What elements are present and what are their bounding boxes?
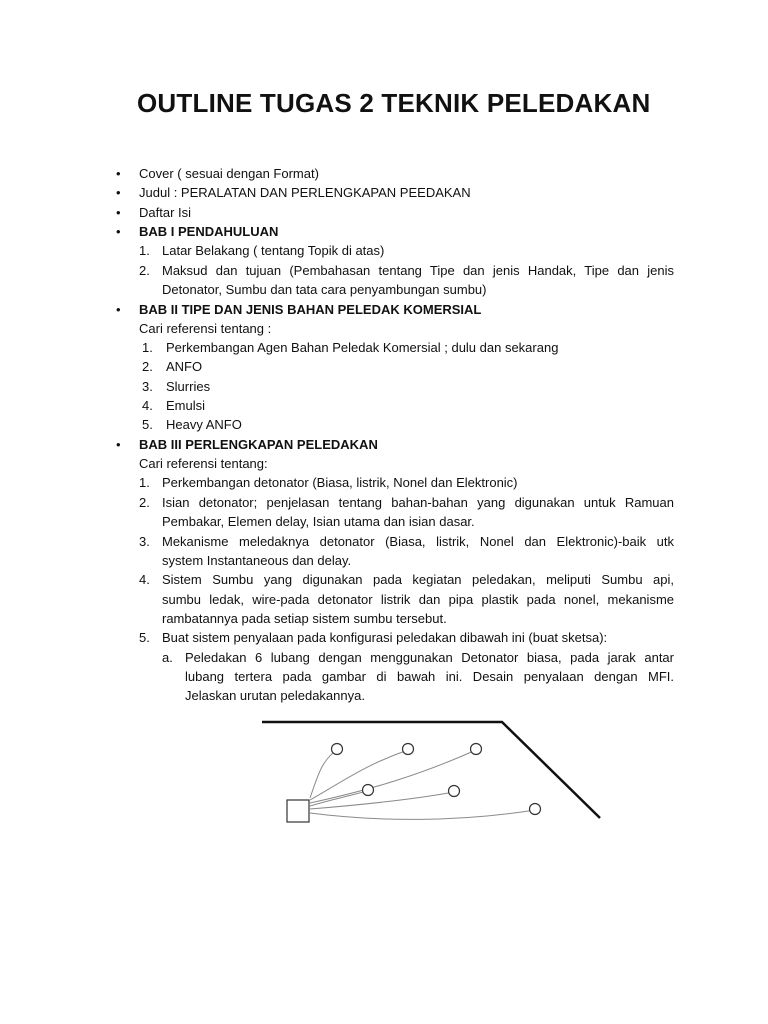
sub-item-line: Jelaskan urutan peledakannya. <box>185 688 365 703</box>
list-number: 2. <box>139 263 150 278</box>
list-item-latar-belakang: Latar Belakang ( tentang Topik di atas) <box>162 243 385 258</box>
section-heading-bab2: BAB II TIPE DAN JENIS BAHAN PELEDAK KOMERSIAL <box>139 302 482 317</box>
list-item: Slurries <box>166 379 211 394</box>
list-number: 1. <box>139 243 150 258</box>
list-item-line: rambatannya pada setiap sistem sumbu tersebut. <box>162 611 447 626</box>
bench-crest-line <box>262 722 600 818</box>
list-number: 2. <box>139 495 150 510</box>
list-number: 3. <box>139 534 150 549</box>
sub-item-line: lubang tertera pada gambar di bawah ini. Desain penyalaan dengan MFI. <box>185 669 674 684</box>
list-number: 1. <box>142 340 153 355</box>
list-item: Heavy ANFO <box>166 417 242 432</box>
list-item-line: sumbu ledak, wire-pada detonator listrik dan pipa plastik pada nonel, mekanisme <box>162 592 674 607</box>
list-number: 4. <box>139 572 150 587</box>
sub-item-line: Peledakan 6 lubang dengan menggunakan Detonator biasa, pada jarak antar <box>185 650 674 665</box>
section-intro-bab2: Cari referensi tentang : <box>139 321 272 336</box>
list-item: Emulsi <box>166 398 206 413</box>
bullet-icon: • <box>116 224 121 239</box>
section-intro-bab3: Cari referensi tentang: <box>139 456 268 471</box>
list-item-judul: Judul : PERALATAN DAN PERLENGKAPAN PEEDAKAN <box>139 185 471 200</box>
list-item-cover: Cover ( sesuai dengan Format) <box>139 166 319 181</box>
list-item-line: Sistem Sumbu yang digunakan pada kegiatan peledakan, meliputi Sumbu api, <box>162 572 674 587</box>
bullet-icon: • <box>116 166 121 181</box>
list-item-line: Mekanisme meledaknya detonator (Biasa, listrik, Nonel dan Elektronic)-baik utk <box>162 534 674 549</box>
bullet-icon: • <box>116 302 121 317</box>
list-item: Perkembangan detonator (Biasa, listrik, Nonel dan Elektronic) <box>162 475 518 490</box>
bullet-icon: • <box>116 185 121 200</box>
list-item-line: Pembakar, Elemen delay, Isian utama dan isian dasar. <box>162 514 475 529</box>
list-number: 2. <box>142 359 153 374</box>
list-number: 4. <box>142 398 153 413</box>
list-item: Buat sistem penyalaan pada konfigurasi peledakan dibawah ini (buat sketsa): <box>162 630 608 645</box>
list-item: ANFO <box>166 359 203 374</box>
bullet-icon: • <box>116 437 121 452</box>
list-number: 3. <box>142 379 153 394</box>
list-item-daftar-isi: Daftar Isi <box>139 205 192 220</box>
blast-hole-circle <box>332 744 343 755</box>
list-item: Perkembangan Agen Bahan Peledak Komersial ; dulu dan sekarang <box>166 340 559 355</box>
bullet-icon: • <box>116 205 121 220</box>
list-number: 5. <box>142 417 153 432</box>
list-item-maksud-tujuan-line1: Maksud dan tujuan (Pembahasan tentang Tipe dan jenis Handak, Tipe dan jenis <box>162 263 674 278</box>
list-number: 5. <box>139 630 150 645</box>
blast-hole-circle <box>403 744 414 755</box>
detonator-box <box>287 800 309 822</box>
section-heading-bab1: BAB I PENDAHULUAN <box>139 224 279 239</box>
wire-line <box>310 750 408 800</box>
blast-hole-circle <box>471 744 482 755</box>
blast-hole-circle <box>530 804 541 815</box>
list-item-line: system Instantaneous dan delay. <box>162 553 352 568</box>
list-item-line: Isian detonator; penjelasan tentang bahan-bahan yang digunakan untuk Ramuan <box>162 495 674 510</box>
page-title: OUTLINE TUGAS 2 TEKNIK PELEDAKAN <box>137 88 651 118</box>
connector-wires <box>310 750 535 819</box>
wire-line <box>310 750 337 798</box>
list-item-maksud-tujuan-line2: Detonator, Sumbu dan tata cara penyambungan sumbu) <box>162 282 487 297</box>
list-letter: a. <box>162 650 173 665</box>
wire-line <box>310 791 367 806</box>
blast-hole-circle <box>363 785 374 796</box>
section-heading-bab3: BAB III PERLENGKAPAN PELEDAKAN <box>139 437 378 452</box>
list-number: 1. <box>139 475 150 490</box>
blast-hole-circle <box>449 786 460 797</box>
wire-line <box>310 810 535 819</box>
